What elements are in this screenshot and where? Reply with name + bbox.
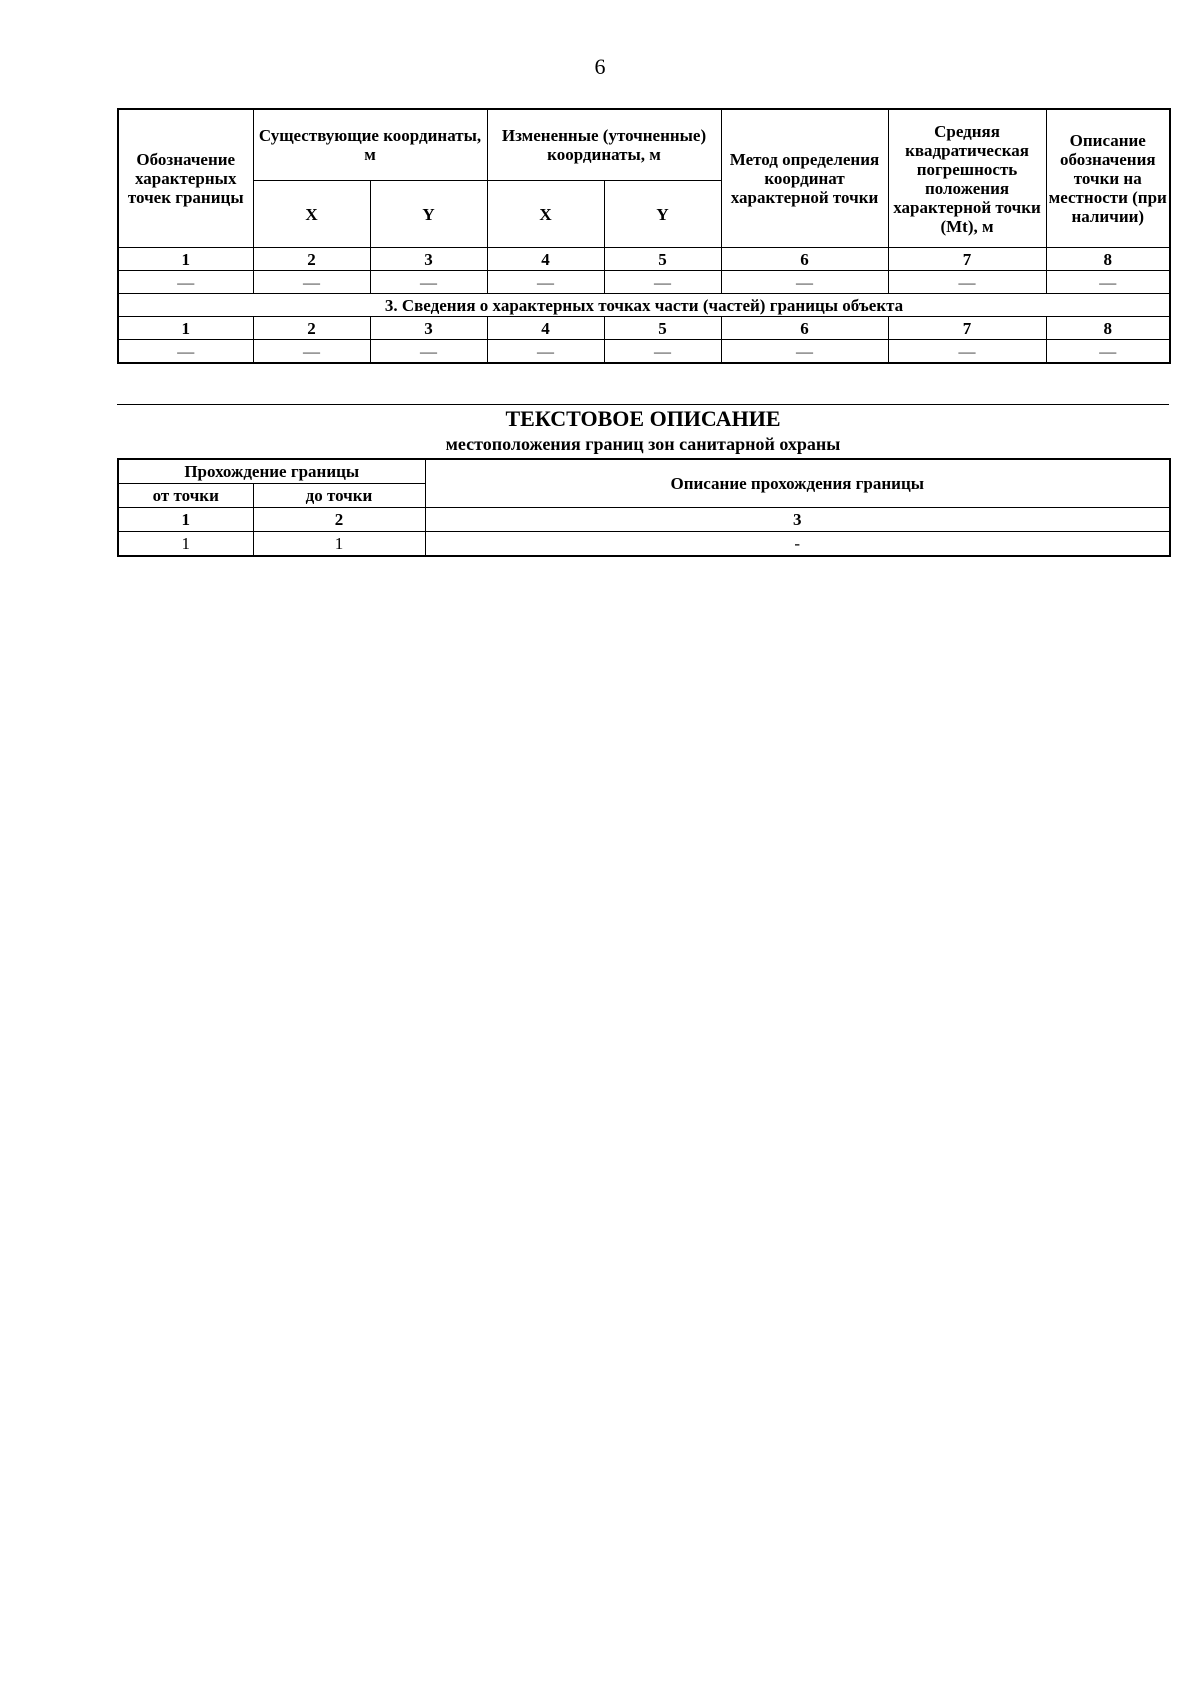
coordinates-table [117,108,1171,364]
column-number: 1 [118,508,253,532]
header-from-point: от точки [118,484,253,508]
table-cell: — [118,271,253,294]
header-to-point: до точки [253,484,425,508]
table-cell: — [370,340,487,364]
column-number: 4 [487,248,604,271]
column-number: 6 [721,317,888,340]
column-number: 5 [604,248,721,271]
header-x-existing: X [253,181,370,248]
header-y-changed: Y [604,181,721,248]
table-cell: — [1046,340,1170,364]
header-passage: Прохождение границы [118,459,425,484]
column-number: 3 [425,508,1170,532]
table-row [118,532,1170,557]
header-x-changed: X [487,181,604,248]
header-changed-coordinates: Измененные (уточненные) координаты, м [487,109,721,181]
page-number: 6 [594,54,606,79]
table-cell: — [888,271,1046,294]
header-error: Средняя квадратическая погрешность положения характерной точки (Mt), м [888,109,1046,248]
table-cell: — [253,340,370,364]
table-cell: — [604,271,721,294]
column-number: 4 [487,317,604,340]
text-description-subtitle: местоположения границ зон санитарной охраны [445,434,841,454]
column-number: 6 [721,248,888,271]
table-cell: — [721,271,888,294]
header-existing-coordinates: Существующие координаты, м [253,109,487,181]
from-point-cell: 1 [118,532,253,557]
header-route-description: Описание прохождения границы [425,459,1170,508]
header-method: Метод определения координат характерной точки [721,109,888,248]
column-number: 2 [253,248,370,271]
route-description-cell: - [425,532,1170,557]
column-number: 1 [118,317,253,340]
column-number: 7 [888,248,1046,271]
table-cell: — [721,340,888,364]
header-description: Описание обозначения точки на местности (при наличии) [1046,109,1170,248]
table-cell: — [370,271,487,294]
column-number-row [118,508,1170,532]
table-cell: — [888,340,1046,364]
column-number: 5 [604,317,721,340]
header-designation: Обозначение характерных точек границы [118,109,253,248]
table-cell: — [604,340,721,364]
column-number: 3 [370,317,487,340]
column-number: 1 [118,248,253,271]
table-row [118,271,1170,294]
table-cell: — [487,340,604,364]
table-cell: — [253,271,370,294]
column-number: 7 [888,317,1046,340]
table-row [118,340,1170,364]
divider [117,404,1169,405]
text-description-title: ТЕКСТОВОЕ ОПИСАНИЕ [505,406,781,431]
column-number: 2 [253,317,370,340]
column-number: 8 [1046,248,1170,271]
table-cell: — [1046,271,1170,294]
section-title: 3. Сведения о характерных точках части (частей) границы объекта [118,294,1170,317]
to-point-cell: 1 [253,532,425,557]
column-number: 8 [1046,317,1170,340]
column-number: 3 [370,248,487,271]
table-cell: — [487,271,604,294]
column-number-row [118,317,1170,340]
table-cell: — [118,340,253,364]
header-y-existing: Y [370,181,487,248]
boundary-route-table [117,458,1171,557]
column-number: 2 [253,508,425,532]
column-number-row [118,248,1170,271]
